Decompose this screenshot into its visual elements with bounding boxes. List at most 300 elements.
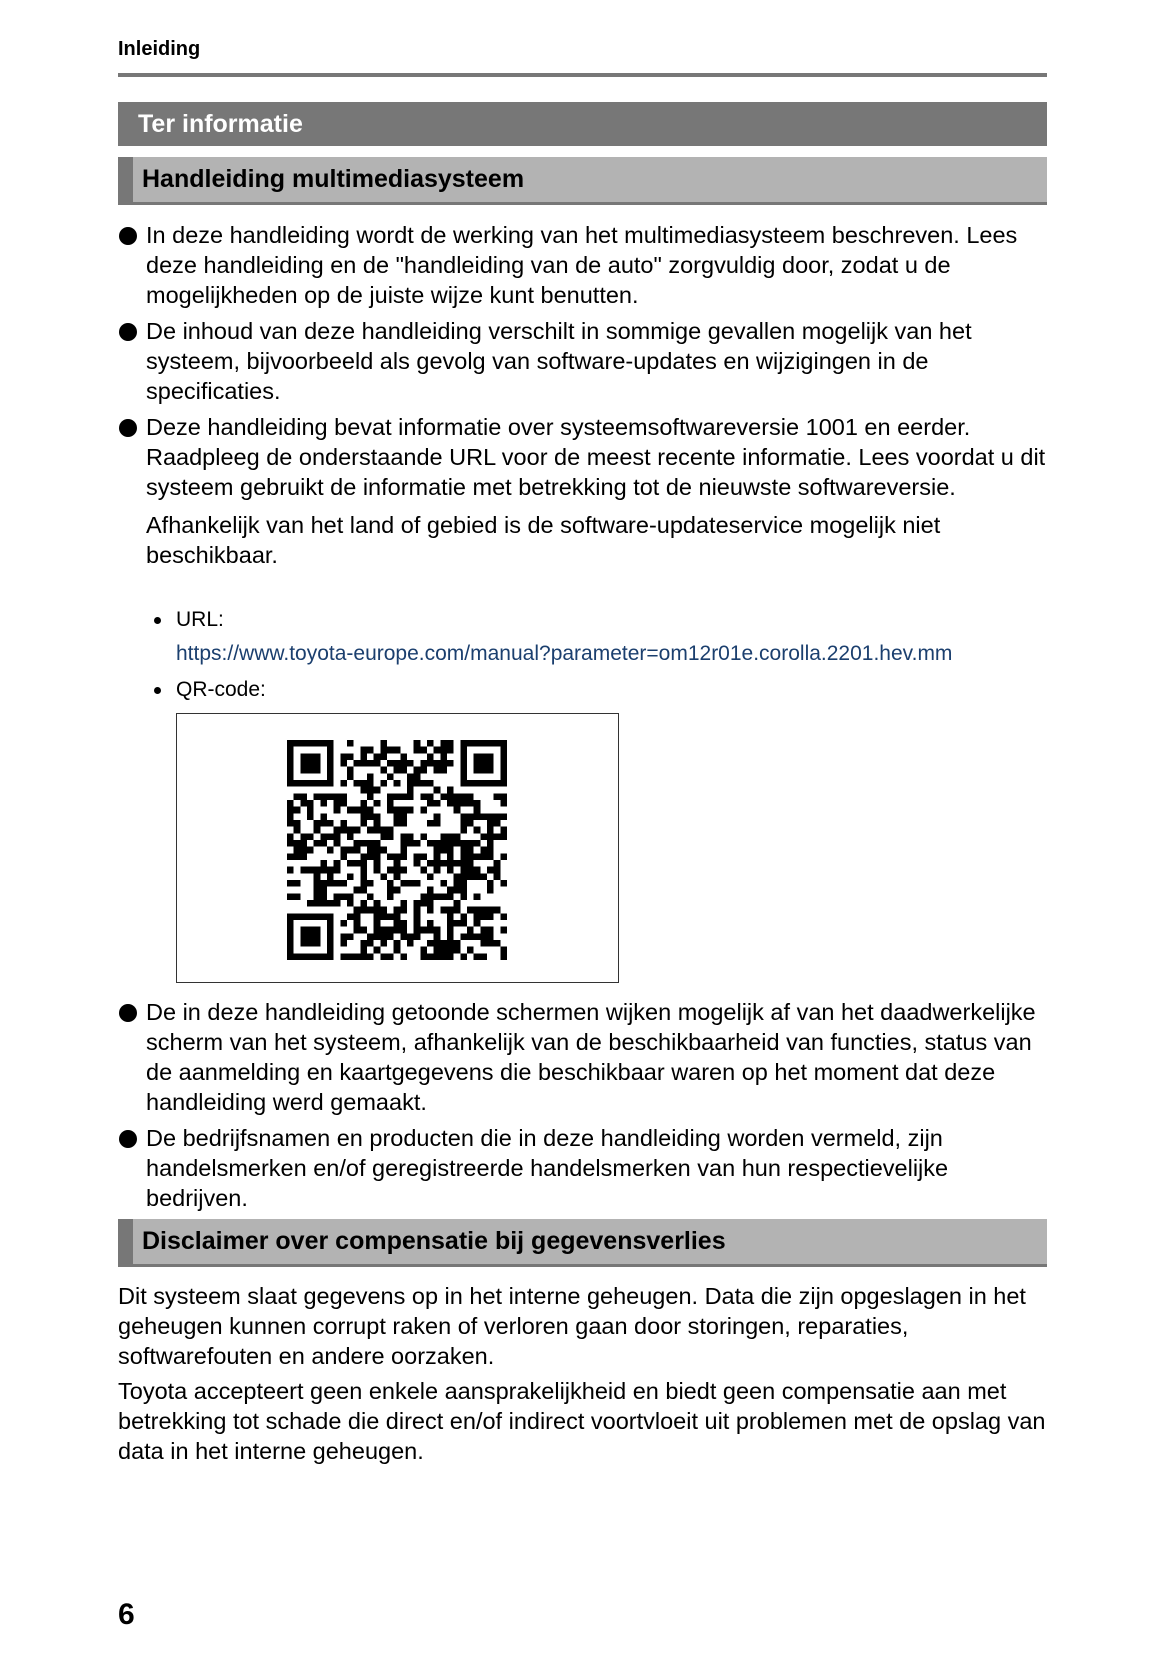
qr-module bbox=[440, 747, 447, 754]
qr-module bbox=[434, 940, 441, 947]
qr-module bbox=[380, 747, 387, 754]
qr-module bbox=[327, 900, 334, 907]
qr-module bbox=[467, 853, 474, 860]
qr-module bbox=[334, 800, 341, 807]
qr-module bbox=[500, 780, 507, 787]
qr-module bbox=[367, 807, 374, 814]
qr-module bbox=[460, 767, 467, 774]
qr-module bbox=[460, 933, 467, 940]
qr-module bbox=[300, 913, 307, 920]
qr-module bbox=[360, 747, 367, 754]
qr-module bbox=[347, 913, 354, 920]
qr-module bbox=[374, 900, 381, 907]
qr-module bbox=[427, 820, 434, 827]
qr-module bbox=[360, 800, 367, 807]
qr-module bbox=[440, 907, 447, 914]
qr-module bbox=[487, 833, 494, 840]
qr-module bbox=[387, 760, 394, 767]
qr-module bbox=[400, 953, 407, 960]
qr-module bbox=[287, 927, 294, 934]
qr-module bbox=[440, 893, 447, 900]
qr-module bbox=[354, 847, 361, 854]
qr-module bbox=[447, 907, 454, 914]
qr-module bbox=[380, 953, 387, 960]
qr-module bbox=[400, 900, 407, 907]
qr-module bbox=[294, 880, 301, 887]
qr-module bbox=[474, 933, 481, 940]
qr-module bbox=[414, 913, 421, 920]
qr-module bbox=[474, 913, 481, 920]
qr-module bbox=[374, 853, 381, 860]
qr-module bbox=[460, 827, 467, 834]
qr-module bbox=[287, 767, 294, 774]
qr-module bbox=[347, 873, 354, 880]
subsection-title-manual: Handleiding multimediasysteem bbox=[118, 157, 1047, 205]
qr-module bbox=[474, 753, 481, 760]
qr-module bbox=[454, 947, 461, 954]
qr-module bbox=[460, 887, 467, 894]
qr-module bbox=[327, 940, 334, 947]
qr-module bbox=[360, 907, 367, 914]
qr-module bbox=[427, 907, 434, 914]
qr-module bbox=[314, 913, 321, 920]
manual-url-link[interactable]: https://www.toyota-europe.com/manual?parameter=om12r01e.corolla.2201.hev.mm bbox=[176, 642, 953, 665]
qr-module bbox=[340, 793, 347, 800]
qr-module bbox=[334, 840, 341, 847]
qr-module bbox=[320, 893, 327, 900]
qr-module bbox=[347, 860, 354, 867]
disclaimer-paragraph: Toyota accepteert geen enkele aansprakelijkheid en biedt geen compensatie aan met betrekking tot schade die direct en/of indirect voortvloeit uit problemen met de opslag van data in het interne geheugen. bbox=[118, 1378, 1046, 1464]
qr-module bbox=[334, 900, 341, 907]
qr-module bbox=[367, 893, 374, 900]
qr-module bbox=[380, 847, 387, 854]
qr-module bbox=[487, 880, 494, 887]
qr-module bbox=[294, 953, 301, 960]
qr-module bbox=[374, 860, 381, 867]
qr-module bbox=[394, 913, 401, 920]
qr-module bbox=[487, 927, 494, 934]
qr-module bbox=[327, 780, 334, 787]
qr-module bbox=[360, 927, 367, 934]
qr-module bbox=[294, 853, 301, 860]
qr-module bbox=[394, 767, 401, 774]
qr-module bbox=[440, 953, 447, 960]
qr-module bbox=[414, 767, 421, 774]
qr-module bbox=[287, 940, 294, 947]
qr-module bbox=[380, 780, 387, 787]
qr-module bbox=[340, 827, 347, 834]
qr-module bbox=[400, 880, 407, 887]
qr-module bbox=[467, 780, 474, 787]
qr-module bbox=[460, 760, 467, 767]
qr-module bbox=[420, 900, 427, 907]
small-bullet-icon bbox=[154, 687, 161, 694]
qr-module bbox=[327, 880, 334, 887]
qr-module bbox=[394, 907, 401, 914]
qr-module bbox=[320, 840, 327, 847]
qr-module bbox=[287, 833, 294, 840]
qr-module bbox=[380, 940, 387, 947]
qr-module bbox=[374, 920, 381, 927]
qr-module bbox=[314, 753, 321, 760]
qr-module bbox=[434, 787, 441, 794]
qr-module bbox=[500, 947, 507, 954]
qr-module bbox=[480, 753, 487, 760]
qr-module bbox=[394, 860, 401, 867]
qr-module bbox=[367, 760, 374, 767]
qr-module bbox=[307, 780, 314, 787]
qr-module bbox=[467, 933, 474, 940]
qr-module bbox=[467, 907, 474, 914]
qr-module bbox=[387, 773, 394, 780]
qr-module bbox=[374, 787, 381, 794]
qr-module bbox=[367, 813, 374, 820]
qr-module bbox=[367, 907, 374, 914]
qr-module bbox=[500, 833, 507, 840]
qr-module bbox=[387, 747, 394, 754]
qr-module bbox=[360, 787, 367, 794]
qr-module bbox=[500, 913, 507, 920]
qr-module bbox=[300, 933, 307, 940]
qr-module bbox=[360, 900, 367, 907]
qr-module bbox=[500, 813, 507, 820]
qr-module bbox=[334, 793, 341, 800]
qr-module bbox=[454, 880, 461, 887]
qr-module bbox=[467, 840, 474, 847]
qr-module bbox=[467, 947, 474, 954]
qr-module bbox=[347, 773, 354, 780]
qr-module bbox=[320, 740, 327, 747]
qr-module bbox=[314, 827, 321, 834]
qr-module bbox=[354, 827, 361, 834]
qr-module bbox=[467, 847, 474, 854]
qr-module bbox=[474, 953, 481, 960]
qr-module bbox=[380, 907, 387, 914]
qr-module bbox=[354, 840, 361, 847]
qr-module bbox=[320, 880, 327, 887]
qr-module bbox=[327, 820, 334, 827]
page-number: 6 bbox=[118, 1598, 135, 1631]
qr-module bbox=[480, 913, 487, 920]
qr-module bbox=[394, 747, 401, 754]
qr-module bbox=[387, 887, 394, 894]
qr-module bbox=[447, 840, 454, 847]
qr-module bbox=[307, 767, 314, 774]
qr-module bbox=[394, 760, 401, 767]
qr-module bbox=[294, 740, 301, 747]
qr-module bbox=[380, 873, 387, 880]
qr-module bbox=[447, 860, 454, 867]
qr-module bbox=[340, 893, 347, 900]
qr-module bbox=[434, 747, 441, 754]
qr-module bbox=[400, 813, 407, 820]
qr-module bbox=[287, 853, 294, 860]
qr-module bbox=[500, 800, 507, 807]
qr-module bbox=[300, 780, 307, 787]
qr-module bbox=[487, 767, 494, 774]
qr-module bbox=[294, 820, 301, 827]
qr-module bbox=[500, 827, 507, 834]
qr-module bbox=[320, 800, 327, 807]
qr-module bbox=[300, 940, 307, 947]
qr-module bbox=[474, 740, 481, 747]
qr-module bbox=[287, 880, 294, 887]
qr-module bbox=[487, 853, 494, 860]
qr-module bbox=[354, 807, 361, 814]
qr-module bbox=[367, 787, 374, 794]
qr-module bbox=[454, 833, 461, 840]
qr-module bbox=[327, 833, 334, 840]
qr-module bbox=[447, 927, 454, 934]
qr-module bbox=[387, 827, 394, 834]
qr-module bbox=[387, 927, 394, 934]
qr-module bbox=[287, 820, 294, 827]
qr-module bbox=[320, 887, 327, 894]
qr-item bbox=[146, 676, 1026, 704]
qr-module bbox=[427, 920, 434, 927]
qr-module bbox=[367, 880, 374, 887]
qr-module bbox=[334, 860, 341, 867]
qr-module bbox=[400, 767, 407, 774]
url-item bbox=[146, 606, 1026, 668]
qr-module bbox=[394, 940, 401, 947]
qr-module bbox=[427, 753, 434, 760]
qr-module bbox=[354, 920, 361, 927]
qr-module bbox=[420, 927, 427, 934]
qr-module bbox=[307, 753, 314, 760]
qr-module bbox=[447, 847, 454, 854]
qr-module bbox=[427, 780, 434, 787]
list-item bbox=[118, 220, 1048, 310]
qr-module bbox=[380, 827, 387, 834]
qr-module bbox=[340, 953, 347, 960]
qr-module bbox=[300, 800, 307, 807]
qr-module bbox=[294, 793, 301, 800]
qr-module bbox=[434, 867, 441, 874]
qr-module bbox=[307, 800, 314, 807]
qr-module bbox=[314, 760, 321, 767]
qr-module bbox=[480, 813, 487, 820]
qr-module bbox=[440, 760, 447, 767]
qr-module bbox=[340, 920, 347, 927]
qr-module bbox=[487, 820, 494, 827]
list-item bbox=[118, 997, 1048, 1117]
qr-module bbox=[287, 780, 294, 787]
qr-module bbox=[354, 887, 361, 894]
qr-module bbox=[407, 840, 414, 847]
bullet-text: Deze handleiding bevat informatie over systeemsoftwareversie 1001 en eerder. Raadpleeg de onderstaande URL voor de meest recente informatie. Lees voordat u dit systeem gebruikt de informatie met betrekking tot de nieuwste softwareversie. bbox=[146, 414, 1046, 500]
qr-module bbox=[480, 933, 487, 940]
qr-module bbox=[447, 893, 454, 900]
qr-module bbox=[500, 767, 507, 774]
qr-module bbox=[347, 767, 354, 774]
qr-module bbox=[467, 813, 474, 820]
qr-module bbox=[400, 807, 407, 814]
qr-module bbox=[394, 807, 401, 814]
qr-module bbox=[327, 760, 334, 767]
qr-module bbox=[294, 780, 301, 787]
qr-module bbox=[307, 927, 314, 934]
qr-module bbox=[307, 953, 314, 960]
qr-module bbox=[500, 880, 507, 887]
qr-module bbox=[414, 740, 421, 747]
qr-module bbox=[434, 947, 441, 954]
qr-module bbox=[494, 833, 501, 840]
qr-module bbox=[480, 873, 487, 880]
qr-module bbox=[314, 927, 321, 934]
qr-module bbox=[474, 920, 481, 927]
qr-module bbox=[494, 907, 501, 914]
qr-module bbox=[474, 907, 481, 914]
qr-module bbox=[447, 760, 454, 767]
header-rule bbox=[118, 73, 1047, 77]
qr-module bbox=[407, 773, 414, 780]
qr-module bbox=[400, 820, 407, 827]
qr-module bbox=[420, 833, 427, 840]
qr-module bbox=[494, 780, 501, 787]
qr-module bbox=[354, 913, 361, 920]
qr-module bbox=[400, 760, 407, 767]
qr-module bbox=[287, 760, 294, 767]
manual-bullet-list-continued bbox=[118, 997, 1048, 1219]
qr-module bbox=[314, 940, 321, 947]
qr-module bbox=[460, 780, 467, 787]
qr-module bbox=[300, 847, 307, 854]
qr-module bbox=[440, 840, 447, 847]
qr-module bbox=[307, 940, 314, 947]
qr-module bbox=[440, 767, 447, 774]
qr-module bbox=[394, 927, 401, 934]
qr-module bbox=[500, 753, 507, 760]
qr-module bbox=[434, 847, 441, 854]
qr-module bbox=[307, 867, 314, 874]
qr-module bbox=[460, 860, 467, 867]
qr-module bbox=[320, 813, 327, 820]
qr-module bbox=[294, 807, 301, 814]
qr-module bbox=[414, 900, 421, 907]
qr-module bbox=[300, 833, 307, 840]
qr-module bbox=[420, 747, 427, 754]
qr-module bbox=[400, 793, 407, 800]
qr-module bbox=[454, 940, 461, 947]
qr-module bbox=[494, 740, 501, 747]
qr-module bbox=[347, 833, 354, 840]
qr-module bbox=[394, 920, 401, 927]
qr-module bbox=[307, 913, 314, 920]
qr-module bbox=[300, 853, 307, 860]
qr-code-icon bbox=[287, 740, 507, 960]
qr-module bbox=[400, 920, 407, 927]
qr-module bbox=[394, 780, 401, 787]
qr-module bbox=[374, 947, 381, 954]
qr-module bbox=[454, 840, 461, 847]
qr-module bbox=[287, 807, 294, 814]
qr-module bbox=[487, 933, 494, 940]
qr-module bbox=[367, 747, 374, 754]
qr-module bbox=[400, 907, 407, 914]
qr-module bbox=[467, 820, 474, 827]
qr-module bbox=[434, 840, 441, 847]
qr-module bbox=[487, 780, 494, 787]
qr-module bbox=[487, 753, 494, 760]
qr-module bbox=[374, 867, 381, 874]
qr-module bbox=[460, 880, 467, 887]
qr-module bbox=[480, 780, 487, 787]
qr-module bbox=[407, 760, 414, 767]
qr-module bbox=[287, 840, 294, 847]
qr-module bbox=[300, 793, 307, 800]
qr-module bbox=[320, 953, 327, 960]
qr-module bbox=[320, 913, 327, 920]
qr-module bbox=[487, 847, 494, 854]
qr-module bbox=[300, 740, 307, 747]
qr-module bbox=[434, 767, 441, 774]
qr-module bbox=[367, 847, 374, 854]
qr-module bbox=[320, 867, 327, 874]
qr-module bbox=[367, 780, 374, 787]
list-item bbox=[118, 316, 1048, 406]
qr-module bbox=[314, 953, 321, 960]
subsection-title-disclaimer: Disclaimer over compensatie bij gegevensverlies bbox=[118, 1219, 1047, 1267]
qr-module bbox=[460, 847, 467, 854]
qr-module bbox=[374, 840, 381, 847]
availability-note: Afhankelijk van het land of gebied is de software-updateservice mogelijk niet beschikbaar. bbox=[146, 512, 941, 568]
qr-module bbox=[360, 940, 367, 947]
qr-module bbox=[294, 893, 301, 900]
url-label: URL: bbox=[176, 608, 224, 631]
qr-module bbox=[460, 800, 467, 807]
qr-module bbox=[327, 740, 334, 747]
qr-module bbox=[454, 887, 461, 894]
qr-module bbox=[294, 840, 301, 847]
qr-module bbox=[360, 887, 367, 894]
qr-module bbox=[307, 807, 314, 814]
qr-module bbox=[440, 833, 447, 840]
bullet-icon bbox=[119, 323, 137, 341]
qr-module bbox=[387, 953, 394, 960]
qr-module bbox=[474, 827, 481, 834]
qr-module bbox=[327, 953, 334, 960]
qr-module bbox=[380, 740, 387, 747]
qr-module bbox=[360, 947, 367, 954]
qr-module bbox=[434, 933, 441, 940]
qr-module bbox=[347, 807, 354, 814]
qr-module bbox=[467, 867, 474, 874]
qr-module bbox=[314, 887, 321, 894]
qr-module bbox=[400, 833, 407, 840]
qr-label: QR-code: bbox=[176, 678, 266, 701]
qr-module bbox=[354, 907, 361, 914]
qr-module bbox=[467, 740, 474, 747]
qr-module bbox=[394, 947, 401, 954]
qr-module bbox=[387, 800, 394, 807]
qr-module bbox=[434, 820, 441, 827]
qr-module bbox=[380, 833, 387, 840]
qr-module bbox=[360, 760, 367, 767]
qr-module bbox=[340, 880, 347, 887]
qr-module bbox=[380, 933, 387, 940]
qr-module bbox=[347, 740, 354, 747]
qr-module bbox=[414, 780, 421, 787]
qr-module bbox=[287, 800, 294, 807]
qr-module bbox=[287, 747, 294, 754]
qr-module bbox=[314, 867, 321, 874]
qr-module bbox=[434, 800, 441, 807]
qr-module bbox=[407, 787, 414, 794]
qr-module bbox=[427, 953, 434, 960]
qr-module bbox=[307, 833, 314, 840]
qr-module bbox=[374, 813, 381, 820]
